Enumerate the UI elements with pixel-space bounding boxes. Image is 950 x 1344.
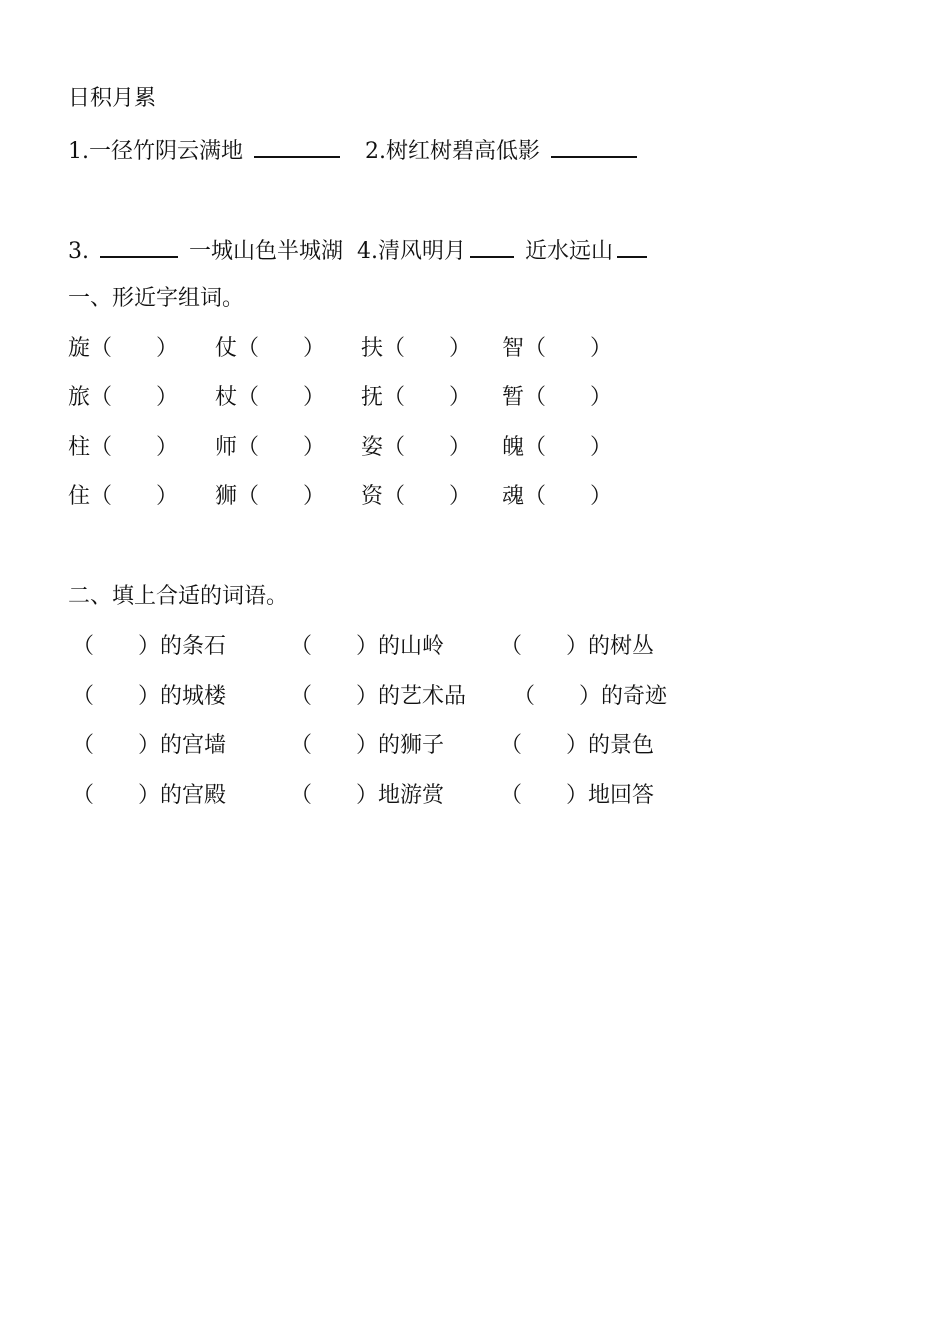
char-item[interactable]: 杖（ ） xyxy=(215,385,326,410)
phrase-item[interactable]: （ ）的艺术品 xyxy=(290,684,467,709)
char-item[interactable]: 魂（ ） xyxy=(502,484,613,509)
char-item[interactable]: 智（ ） xyxy=(502,336,613,361)
char-item[interactable]: 暂（ ） xyxy=(502,385,613,410)
char-item[interactable]: 资（ ） xyxy=(361,484,472,509)
phrase-item[interactable]: （ ）的宫殿 xyxy=(72,783,227,808)
phrase-4b: 近水远山 xyxy=(525,239,614,264)
char-item[interactable]: 扶（ ） xyxy=(361,336,472,361)
char-item[interactable]: 狮（ ） xyxy=(215,484,326,509)
phrase-item[interactable]: （ ）的狮子 xyxy=(290,733,445,758)
phrase-item[interactable]: （ ）地回答 xyxy=(500,783,655,808)
answer-blank-4b[interactable] xyxy=(617,234,647,258)
char-item[interactable]: 姿（ ） xyxy=(361,435,472,460)
answer-blank-1[interactable] xyxy=(254,134,340,158)
item3-number: 3. xyxy=(68,239,89,264)
poem-line-2: 2.树红树碧高低影 xyxy=(364,139,540,164)
phrase-item[interactable]: （ ）的山岭 xyxy=(290,634,445,659)
accumulation-line-2 xyxy=(68,234,651,264)
char-item[interactable]: 旋（ ） xyxy=(68,336,179,361)
phrase-4a: 4.清风明月 xyxy=(357,239,467,264)
answer-blank-4a[interactable] xyxy=(470,234,514,258)
section2-heading: 二、填上合适的词语。 xyxy=(68,584,289,609)
poem-line-1: 1.一径竹阴云满地 xyxy=(68,139,243,164)
poem-line-3: 一城山色半城湖 xyxy=(189,239,344,264)
char-item[interactable]: 柱（ ） xyxy=(68,435,179,460)
char-item[interactable]: 师（ ） xyxy=(215,435,326,460)
char-item[interactable]: 抚（ ） xyxy=(361,385,472,410)
accumulation-line-1 xyxy=(68,134,641,164)
phrase-item[interactable]: （ ）的宫墙 xyxy=(72,733,227,758)
phrase-item[interactable]: （ ）地游赏 xyxy=(290,783,445,808)
char-item[interactable]: 仗（ ） xyxy=(215,336,326,361)
char-item[interactable]: 魄（ ） xyxy=(502,435,613,460)
section-title: 日积月累 xyxy=(68,86,157,111)
answer-blank-3[interactable] xyxy=(100,234,178,258)
phrase-item[interactable]: （ ）的条石 xyxy=(72,634,227,659)
answer-blank-2[interactable] xyxy=(551,134,637,158)
char-item[interactable]: 旅（ ） xyxy=(68,385,179,410)
char-item[interactable]: 住（ ） xyxy=(68,484,179,509)
phrase-item[interactable]: （ ）的景色 xyxy=(500,733,655,758)
phrase-item[interactable]: （ ）的树丛 xyxy=(500,634,655,659)
phrase-item[interactable]: （ ）的奇迹 xyxy=(513,684,668,709)
section1-heading: 一、形近字组词。 xyxy=(68,286,245,311)
phrase-item[interactable]: （ ）的城楼 xyxy=(72,684,227,709)
